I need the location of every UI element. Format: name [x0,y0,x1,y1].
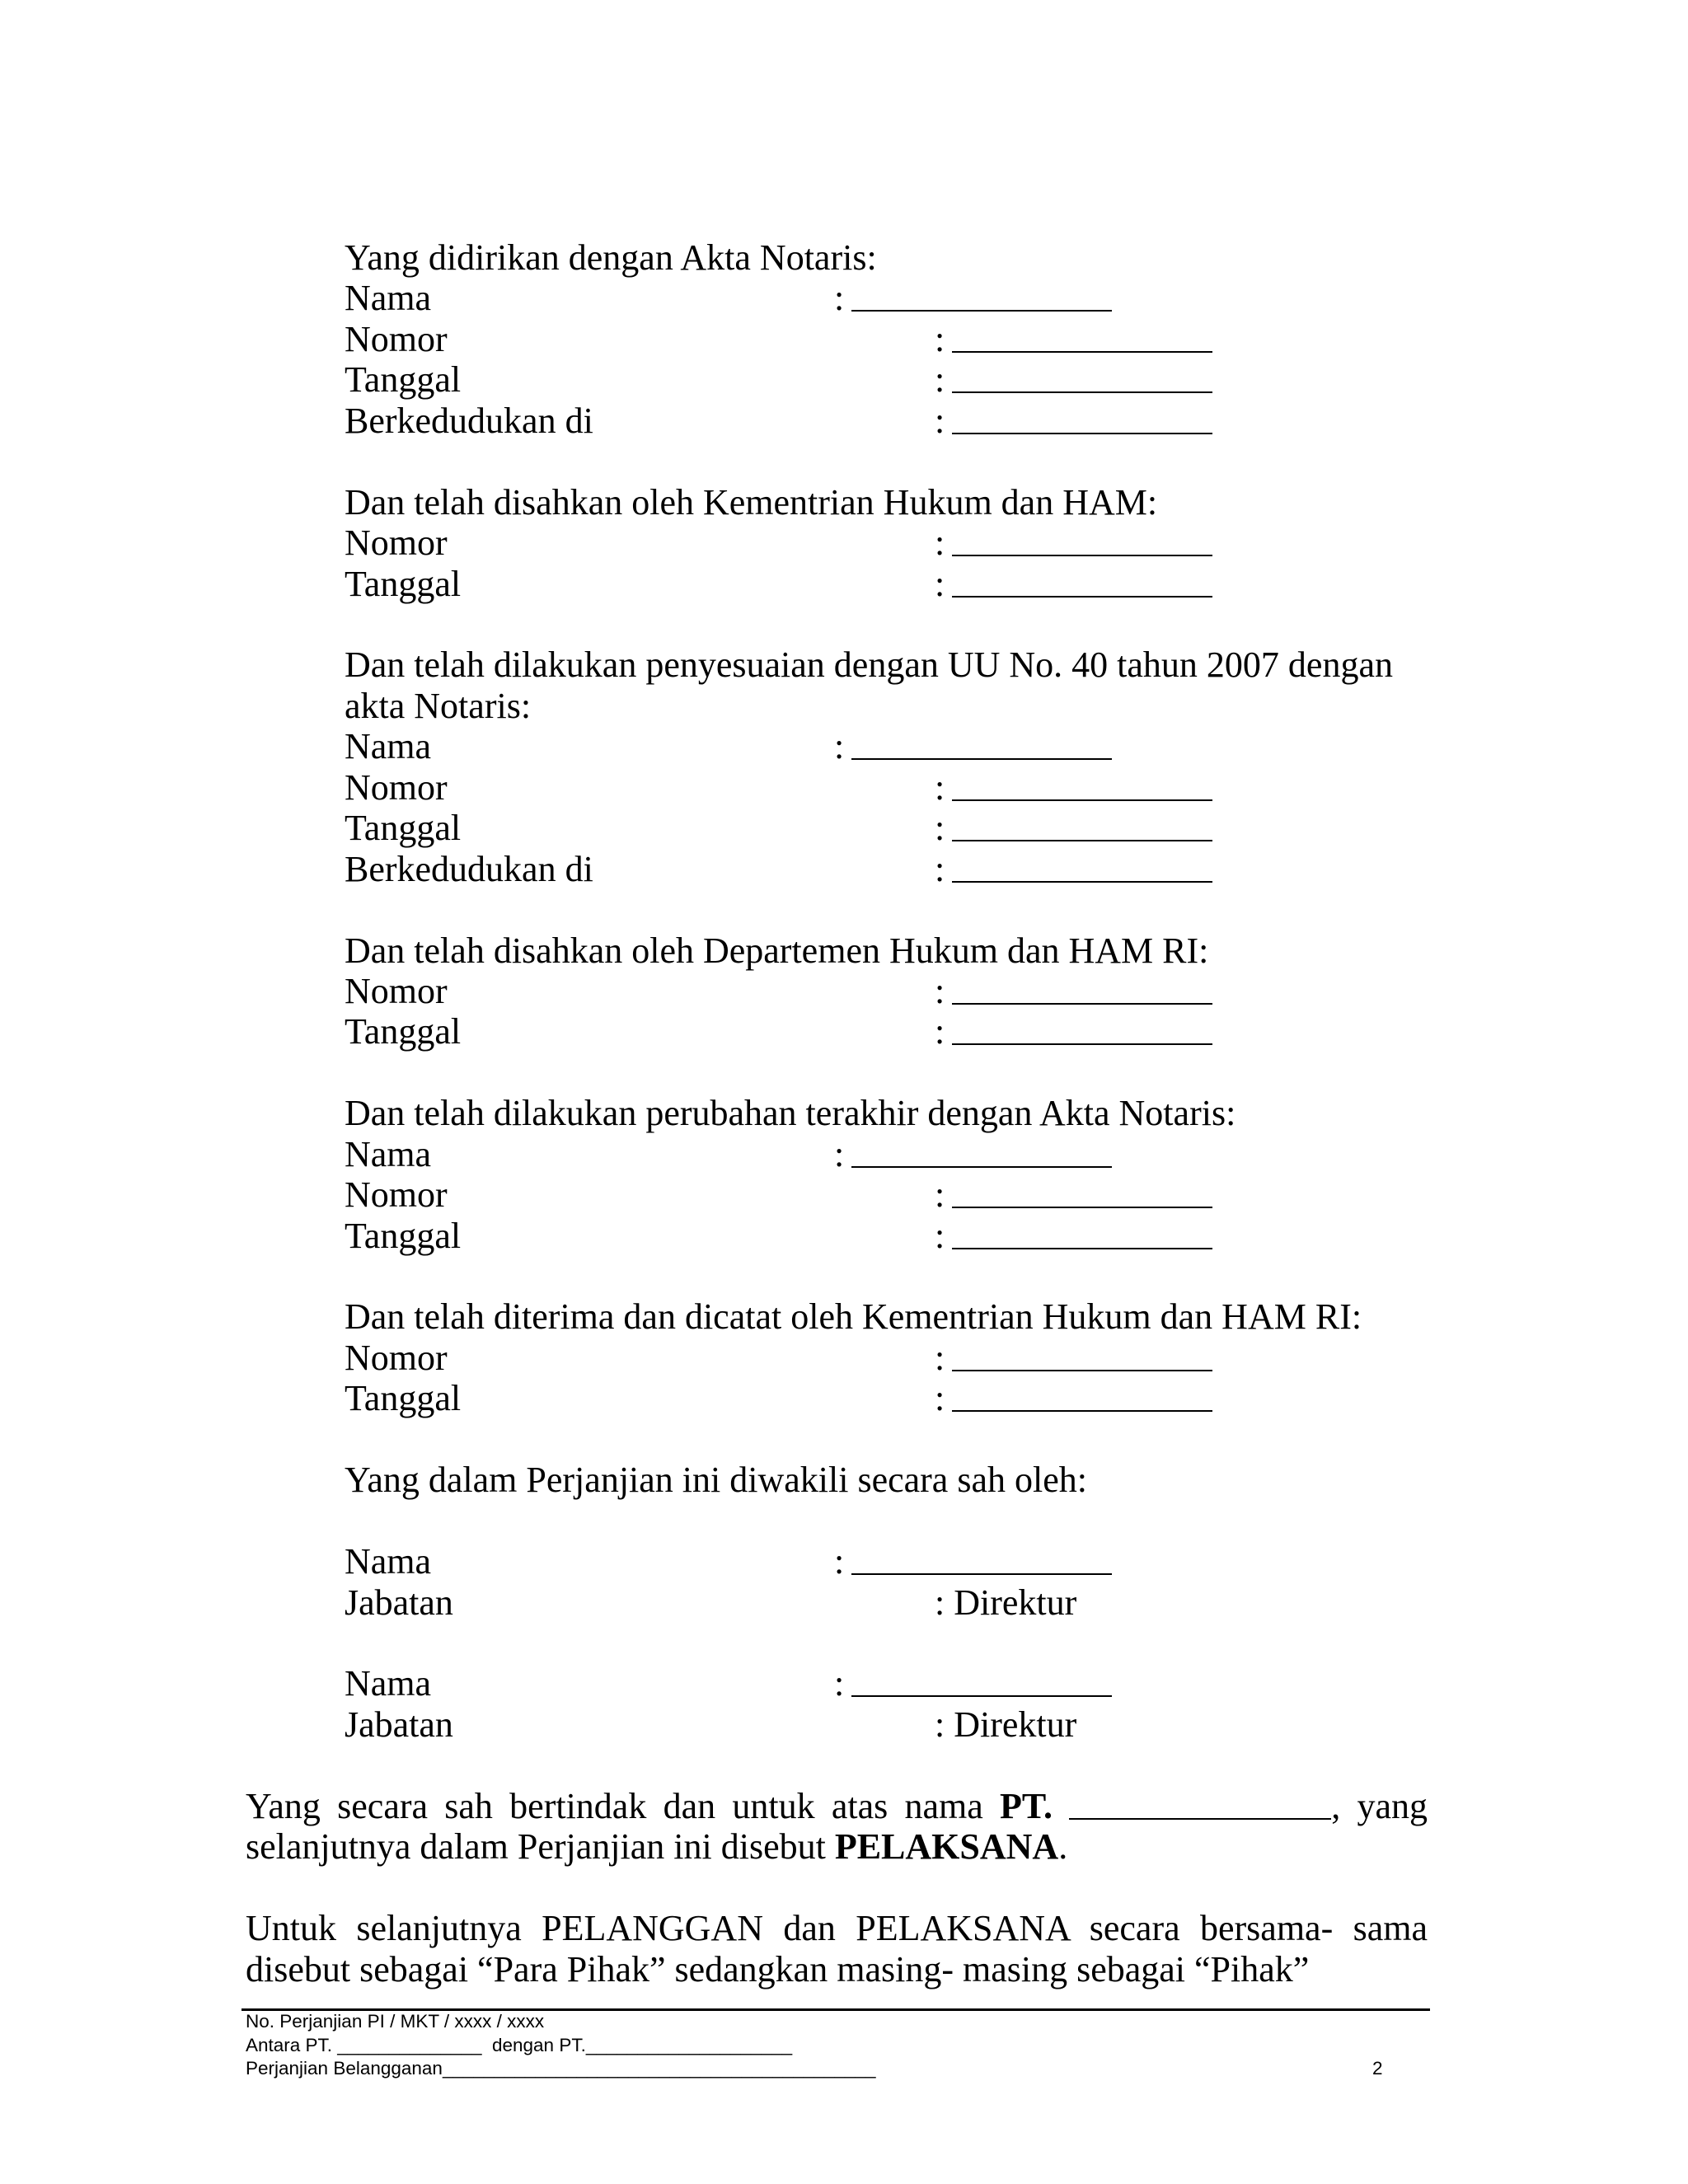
section-law-adjustment-deed [345,644,1428,930]
colon: : [935,563,945,604]
field-value [935,849,1212,889]
colon: : [834,1133,845,1174]
blank-line-spacer [345,1256,1428,1296]
field-nomor [345,319,1428,359]
colon: : [935,359,945,401]
page-number: 2 [1372,2058,1383,2079]
footer-document-title: Perjanjian Belangganan__________________________________________ [246,2058,876,2079]
field-label: Nama [345,1663,432,1704]
blank-fill-line [851,758,1112,760]
field-label: Nomor [345,1174,448,1216]
blank-fill-line [952,1043,1212,1045]
field-nama [345,278,1428,318]
field-label: Tanggal [345,563,462,604]
section-representatives [345,1460,1428,1786]
field-label: Nama [345,1541,432,1582]
colon: : [935,808,945,849]
field-nomor [345,523,1428,563]
field-value [935,1378,1212,1418]
document-body [246,237,1428,1990]
field-nama [345,1663,1428,1704]
section-heading: Yang dalam Perjanjian ini diwakili secara sah oleh: [345,1460,1087,1501]
colon: : [935,1174,945,1216]
role-name: PELAKSANA [834,1826,1059,1868]
field-value [935,767,1212,808]
blank-line-spacer [345,604,1428,644]
field-nomor [345,1174,1428,1215]
blank-fill-line [851,1695,1112,1697]
field-tanggal [345,1011,1428,1052]
field-value [935,359,1212,400]
field-nama [345,1541,1428,1582]
colon: : [935,1378,945,1419]
colon: : [834,1541,845,1582]
section-ministry-ratification [345,482,1428,645]
colon: : [935,848,945,889]
field-value [834,1663,1112,1704]
blank-line-spacer [345,1623,1428,1663]
closing-paragraph [246,1786,1428,1868]
section-department-ratification [345,930,1428,1094]
blank-fill-line [952,433,1212,434]
field-jabatan [345,1582,1428,1623]
section-heading: Dan telah dilakukan perubahan terakhir dengan Akta Notaris: [345,1093,1236,1134]
colon: : [935,766,945,808]
colon: : [834,278,845,319]
blank-fill-line [952,1410,1212,1412]
field-value [935,1174,1212,1215]
field-value [834,1134,1112,1174]
section-establishment-deed [345,237,1428,482]
closing-text: , yang selanjutnya dalam Perjanjian ini disebut [246,1785,1428,1868]
field-value [935,1011,1212,1052]
blank-fill-line [952,391,1212,393]
field-label: Nomor [345,523,448,564]
field-label: Tanggal [345,359,462,401]
field-label: Berkedudukan di [345,400,593,441]
field-label: Nama [345,726,432,767]
field-label: Jabatan [345,1704,453,1745]
blank-fill-line [952,1003,1212,1005]
field-label: Nomor [345,970,448,1011]
field-jabatan [345,1704,1428,1745]
blank-fill-line [952,596,1212,598]
field-berkedudukan [345,401,1428,441]
blank-line-spacer [345,1052,1428,1093]
colon: : [935,1337,945,1378]
footer-title-row [246,2057,1432,2081]
section-heading: Dan telah disahkan oleh Kementrian Hukum dan HAM: [345,481,1158,523]
parties-paragraph: Untuk selanjutnya PELANGGAN dan PELAKSANA secara bersama- sama disebut sebagai “Para Pihak” sedangkan masing- masing sebagai “Pihak” [246,1908,1428,1990]
field-tanggal [345,564,1428,604]
field-label: Tanggal [345,808,462,849]
field-nomor [345,971,1428,1011]
field-tanggal [345,1378,1428,1418]
colon: : [935,400,945,441]
field-nomor [345,1338,1428,1378]
field-label: Jabatan [345,1582,453,1623]
field-value [935,523,1212,563]
field-nama [345,726,1428,766]
company-prefix: PT. [1000,1785,1053,1826]
company-name-blank [1069,1818,1331,1820]
field-value [935,1704,1076,1745]
blank-line-spacer [345,1501,1428,1541]
section-heading: Dan telah dilakukan penyesuaian dengan UU No. 40 tahun 2007 dengan akta Notaris: [345,644,1393,726]
section-latest-amendment-deed [345,1093,1428,1296]
section-heading: Yang didirikan dengan Akta Notaris: [345,237,877,278]
representative-2 [345,1663,1428,1745]
blank-fill-line [952,1207,1212,1208]
colon: : [935,1704,945,1745]
closing-text: . [1058,1826,1068,1868]
page-footer [246,2010,1432,2081]
field-label: Nama [345,1133,432,1174]
colon: : [935,1215,945,1256]
closing-text: Yang secara sah bertindak dan untuk atas nama [246,1785,1000,1826]
blank-line-spacer [345,441,1428,481]
colon: : [935,523,945,564]
colon: : [935,970,945,1011]
position-value: Direktur [954,1582,1077,1623]
blank-line-spacer [345,1419,1428,1460]
field-label: Nama [345,278,432,319]
field-value [834,726,1112,766]
field-value [935,319,1212,359]
blank-fill-line [952,1370,1212,1371]
field-nama [345,1134,1428,1174]
field-value [935,401,1212,441]
blank-fill-line [851,1166,1112,1168]
field-tanggal [345,1216,1428,1256]
field-value [935,564,1212,604]
colon: : [935,1582,945,1623]
field-label: Nomor [345,766,448,808]
field-value [834,278,1112,318]
blank-fill-line [851,310,1112,312]
blank-fill-line [851,1573,1112,1575]
field-label: Tanggal [345,1378,462,1419]
blank-fill-line [952,1248,1212,1249]
field-value [935,1216,1212,1256]
field-label: Tanggal [345,1215,462,1256]
field-label: Berkedudukan di [345,848,593,889]
field-label: Tanggal [345,1011,462,1052]
position-value: Direktur [954,1704,1077,1745]
field-berkedudukan [345,849,1428,889]
section-heading: Dan telah disahkan oleh Departemen Hukum dan HAM RI: [345,930,1209,971]
footer-parties-line: Antara PT. ______________ dengan PT.____________________ [246,2034,793,2055]
colon: : [935,318,945,359]
representative-1 [345,1541,1428,1623]
field-tanggal [345,808,1428,848]
field-value [935,808,1212,848]
blank-line-spacer [246,1868,1428,1908]
section-heading: Dan telah diterima dan dicatat oleh Kementrian Hukum dan HAM RI: [345,1296,1362,1338]
blank-fill-line [952,351,1212,353]
blank-fill-line [952,881,1212,883]
colon: : [935,1011,945,1052]
field-value [834,1541,1112,1582]
field-value [935,971,1212,1011]
field-value [935,1338,1212,1378]
blank-line-spacer [345,889,1428,930]
blank-fill-line [952,799,1212,801]
colon: : [834,726,845,767]
colon: : [834,1663,845,1704]
field-nomor [345,767,1428,808]
field-label: Nomor [345,318,448,359]
field-value [935,1582,1076,1623]
blank-line-spacer [345,1745,1428,1785]
blank-fill-line [952,840,1212,841]
field-tanggal [345,359,1428,400]
footer-agreement-number: No. Perjanjian PI / MKT / xxxx / xxxx [246,2011,545,2032]
field-label: Nomor [345,1337,448,1378]
blank-fill-line [952,555,1212,556]
section-ministry-registration [345,1296,1428,1460]
